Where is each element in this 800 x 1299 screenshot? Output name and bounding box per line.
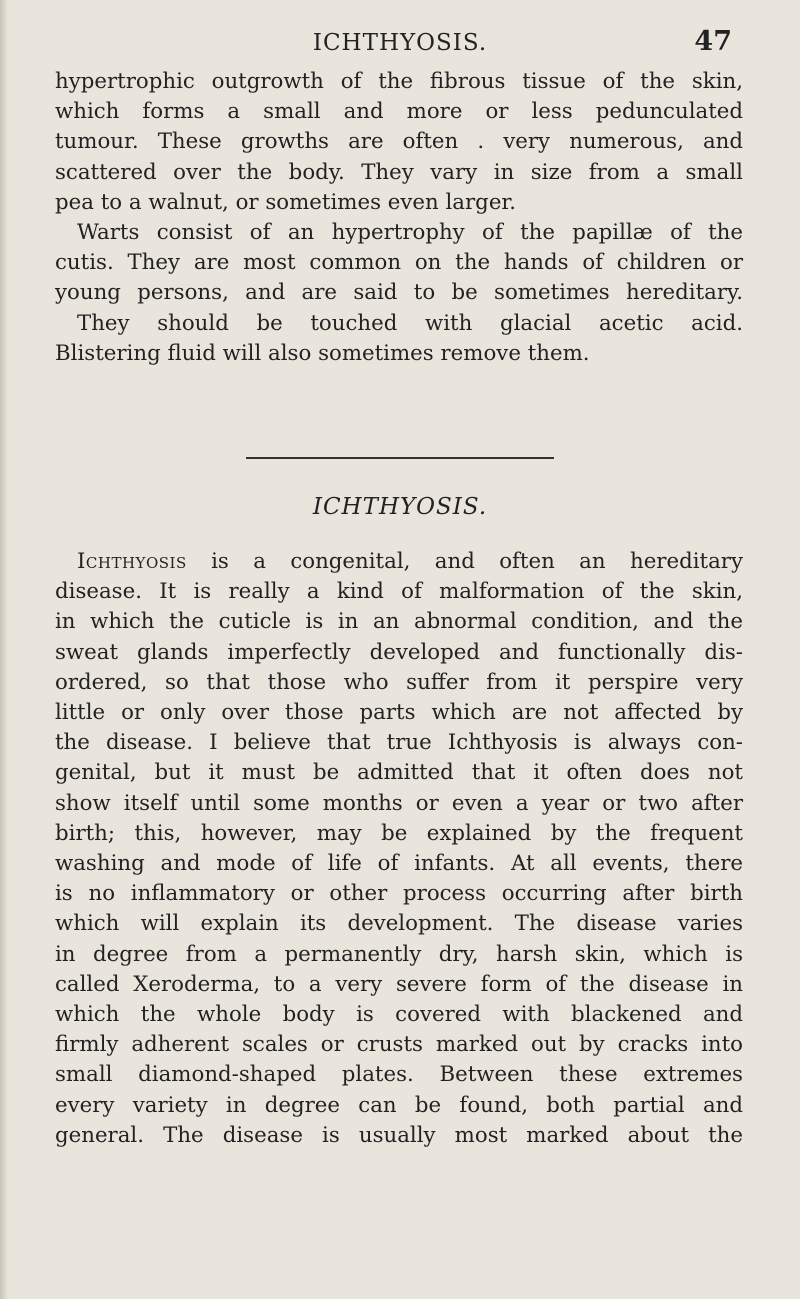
text-line: little or only over those parts which are not affected by — [55, 700, 743, 726]
body-text-section — [55, 547, 743, 1151]
text-line: cutis. They are most common on the hands of children or — [55, 250, 743, 276]
text-line: birth; this, however, may be explained by the frequent — [55, 820, 743, 846]
text-line: ordered, so that those who suffer from it perspire very — [55, 669, 743, 695]
text-line: Warts consist of an hypertrophy of the papillæ of the — [77, 220, 743, 246]
text-line: They should be touched with glacial acetic acid. — [77, 310, 743, 336]
text-line: which the whole body is covered with blackened and — [55, 1002, 743, 1028]
text-line: which forms a small and more or less pedunculated — [55, 99, 743, 125]
text-line: washing and mode of life of infants. At all events, there — [55, 851, 743, 877]
text-line: genital, but it must be admitted that it often does not — [55, 760, 743, 786]
text-line: disease. It is really a kind of malformation of the skin, — [55, 579, 743, 605]
text-line: pea to a walnut, or sometimes even larger. — [55, 189, 517, 215]
text-line: every variety in degree can be found, both partial and — [55, 1092, 743, 1118]
text-line: hypertrophic outgrowth of the fibrous tissue of the skin, — [55, 69, 743, 94]
text-line: sweat glands imperfectly developed and functionally dis- — [55, 639, 743, 665]
text-line: tumour. These growths are often . very numerous, and — [55, 129, 743, 155]
running-header — [0, 26, 800, 60]
drop-word: Ichthyosis — [77, 549, 187, 574]
text-line: small diamond-shaped plates. Between these extremes — [55, 1062, 743, 1088]
page-number: 47 — [694, 26, 732, 57]
first-line-rest: is a congenital, and often an hereditary — [186, 549, 743, 574]
text-line: general. The disease is usually most marked about the — [55, 1122, 743, 1148]
text-line: Blistering fluid will also sometimes remove them. — [55, 340, 590, 366]
text-line-first — [55, 547, 743, 577]
page-edge-shadow — [0, 0, 8, 1299]
text-line: firmly adherent scales or crusts marked out by cracks into — [55, 1032, 743, 1058]
text-line: show itself until some months or even a year or two after — [55, 790, 743, 816]
text-line: is no inflammatory or other process occurring after birth — [55, 881, 743, 907]
section-divider — [246, 457, 554, 459]
text-line: in which the cuticle is in an abnormal condition, and the — [55, 609, 743, 635]
section-heading: ICHTHYOSIS. — [312, 494, 488, 520]
text-line: which will explain its development. The disease varies — [55, 911, 743, 937]
text-line: scattered over the body. They vary in size from a small — [55, 159, 743, 185]
text-line: called Xeroderma, to a very severe form of the disease in — [55, 971, 743, 997]
running-title: ICHTHYOSIS. — [312, 30, 488, 56]
body-text-top — [55, 67, 743, 369]
text-line: young persons, and are said to be sometimes hereditary. — [55, 280, 743, 306]
text-line: in degree from a permanently dry, harsh skin, which is — [55, 941, 743, 967]
text-line: the disease. I believe that true Ichthyosis is always con- — [55, 730, 743, 756]
